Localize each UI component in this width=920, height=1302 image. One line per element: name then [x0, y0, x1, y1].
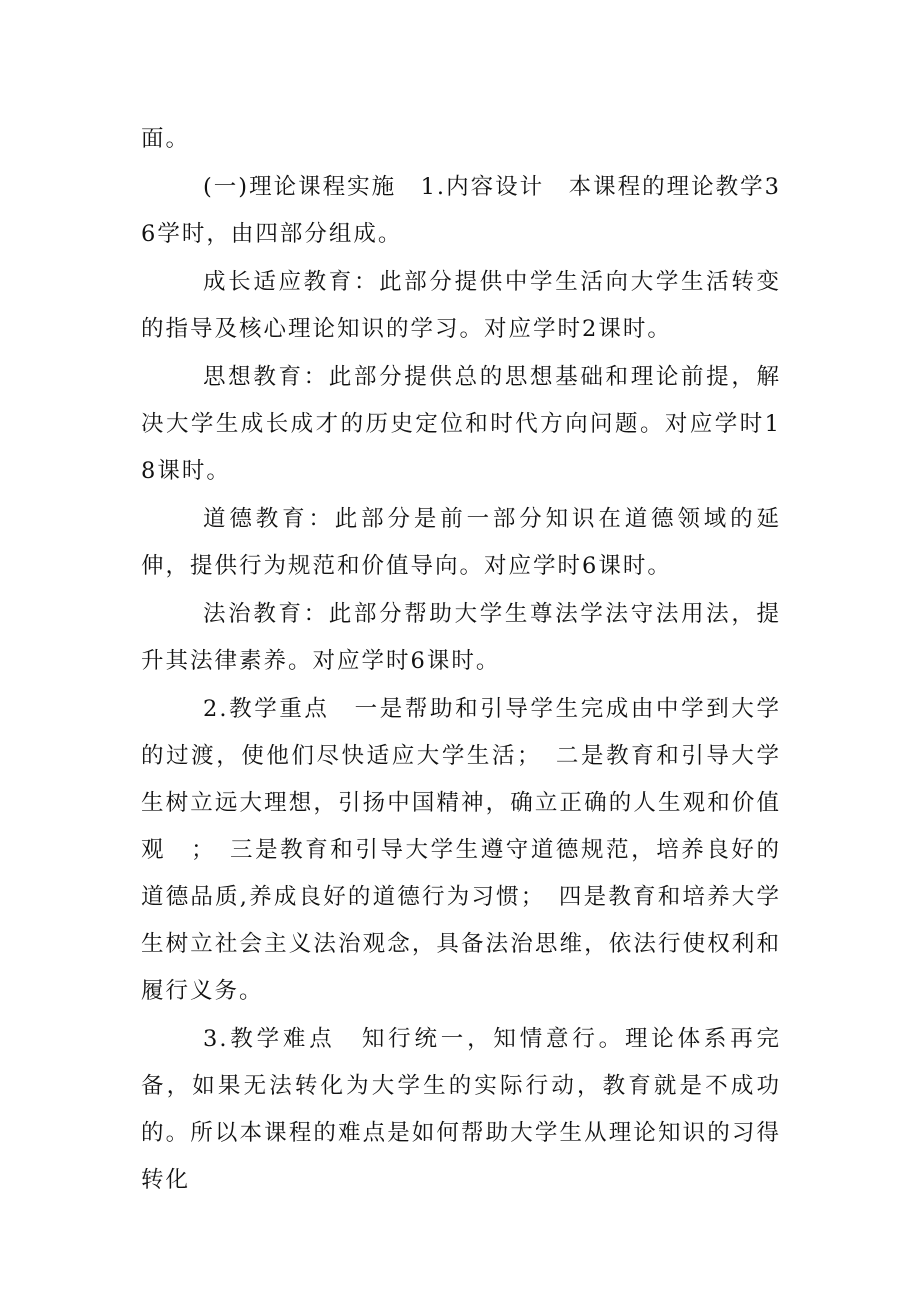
paragraph-teaching-difficulty: 3.教学难点 知行统一，知情意行。理论体系再完备，如果无法转化为大学生的实际行动，教育就是不成功的。所以本课程的难点是如何帮助大学生从理论知识的习得转化	[141, 1026, 781, 1193]
paragraph-teaching-focus: 2.教学重点 一是帮助和引导学生完成由中学到大学的过渡，使他们尽快适应大学生活； 二是教育和引导大学生树立远大理想，引扬中国精神，确立正确的人生观和价值观 ； 三是教育和引导大学生遵守道德规范，培养良好的道德品质,养成良好的道德行为习惯； 四是教育和培养大学生树立社会主义法治观念，具备法治思维，依法行使权利和履行义务。	[141, 696, 781, 1004]
paragraph-continuation: 面。	[141, 126, 191, 152]
paragraph-theory-course: (一)理论课程实施 1.内容设计 本课程的理论教学36学时，由四部分组成。	[141, 174, 781, 247]
paragraph-growth-adaptation: 成长适应教育：此部分提供中学生活向大学生活转变的指导及核心理论知识的学习。对应学时2课时。	[141, 269, 781, 342]
paragraph-ideology: 思想教育：此部分提供总的思想基础和理论前提，解决大学生成长成才的历史定位和时代方向问题。对应学时18课时。	[141, 364, 781, 484]
paragraph-morality: 道德教育：此部分是前一部分知识在道德领域的延伸，提供行为规范和价值导向。对应学时6课时。	[141, 506, 781, 579]
document-body	[141, 116, 781, 1205]
paragraph-rule-of-law: 法治教育：此部分帮助大学生尊法学法守法用法，提升其法律素养。对应学时6课时。	[141, 601, 781, 674]
